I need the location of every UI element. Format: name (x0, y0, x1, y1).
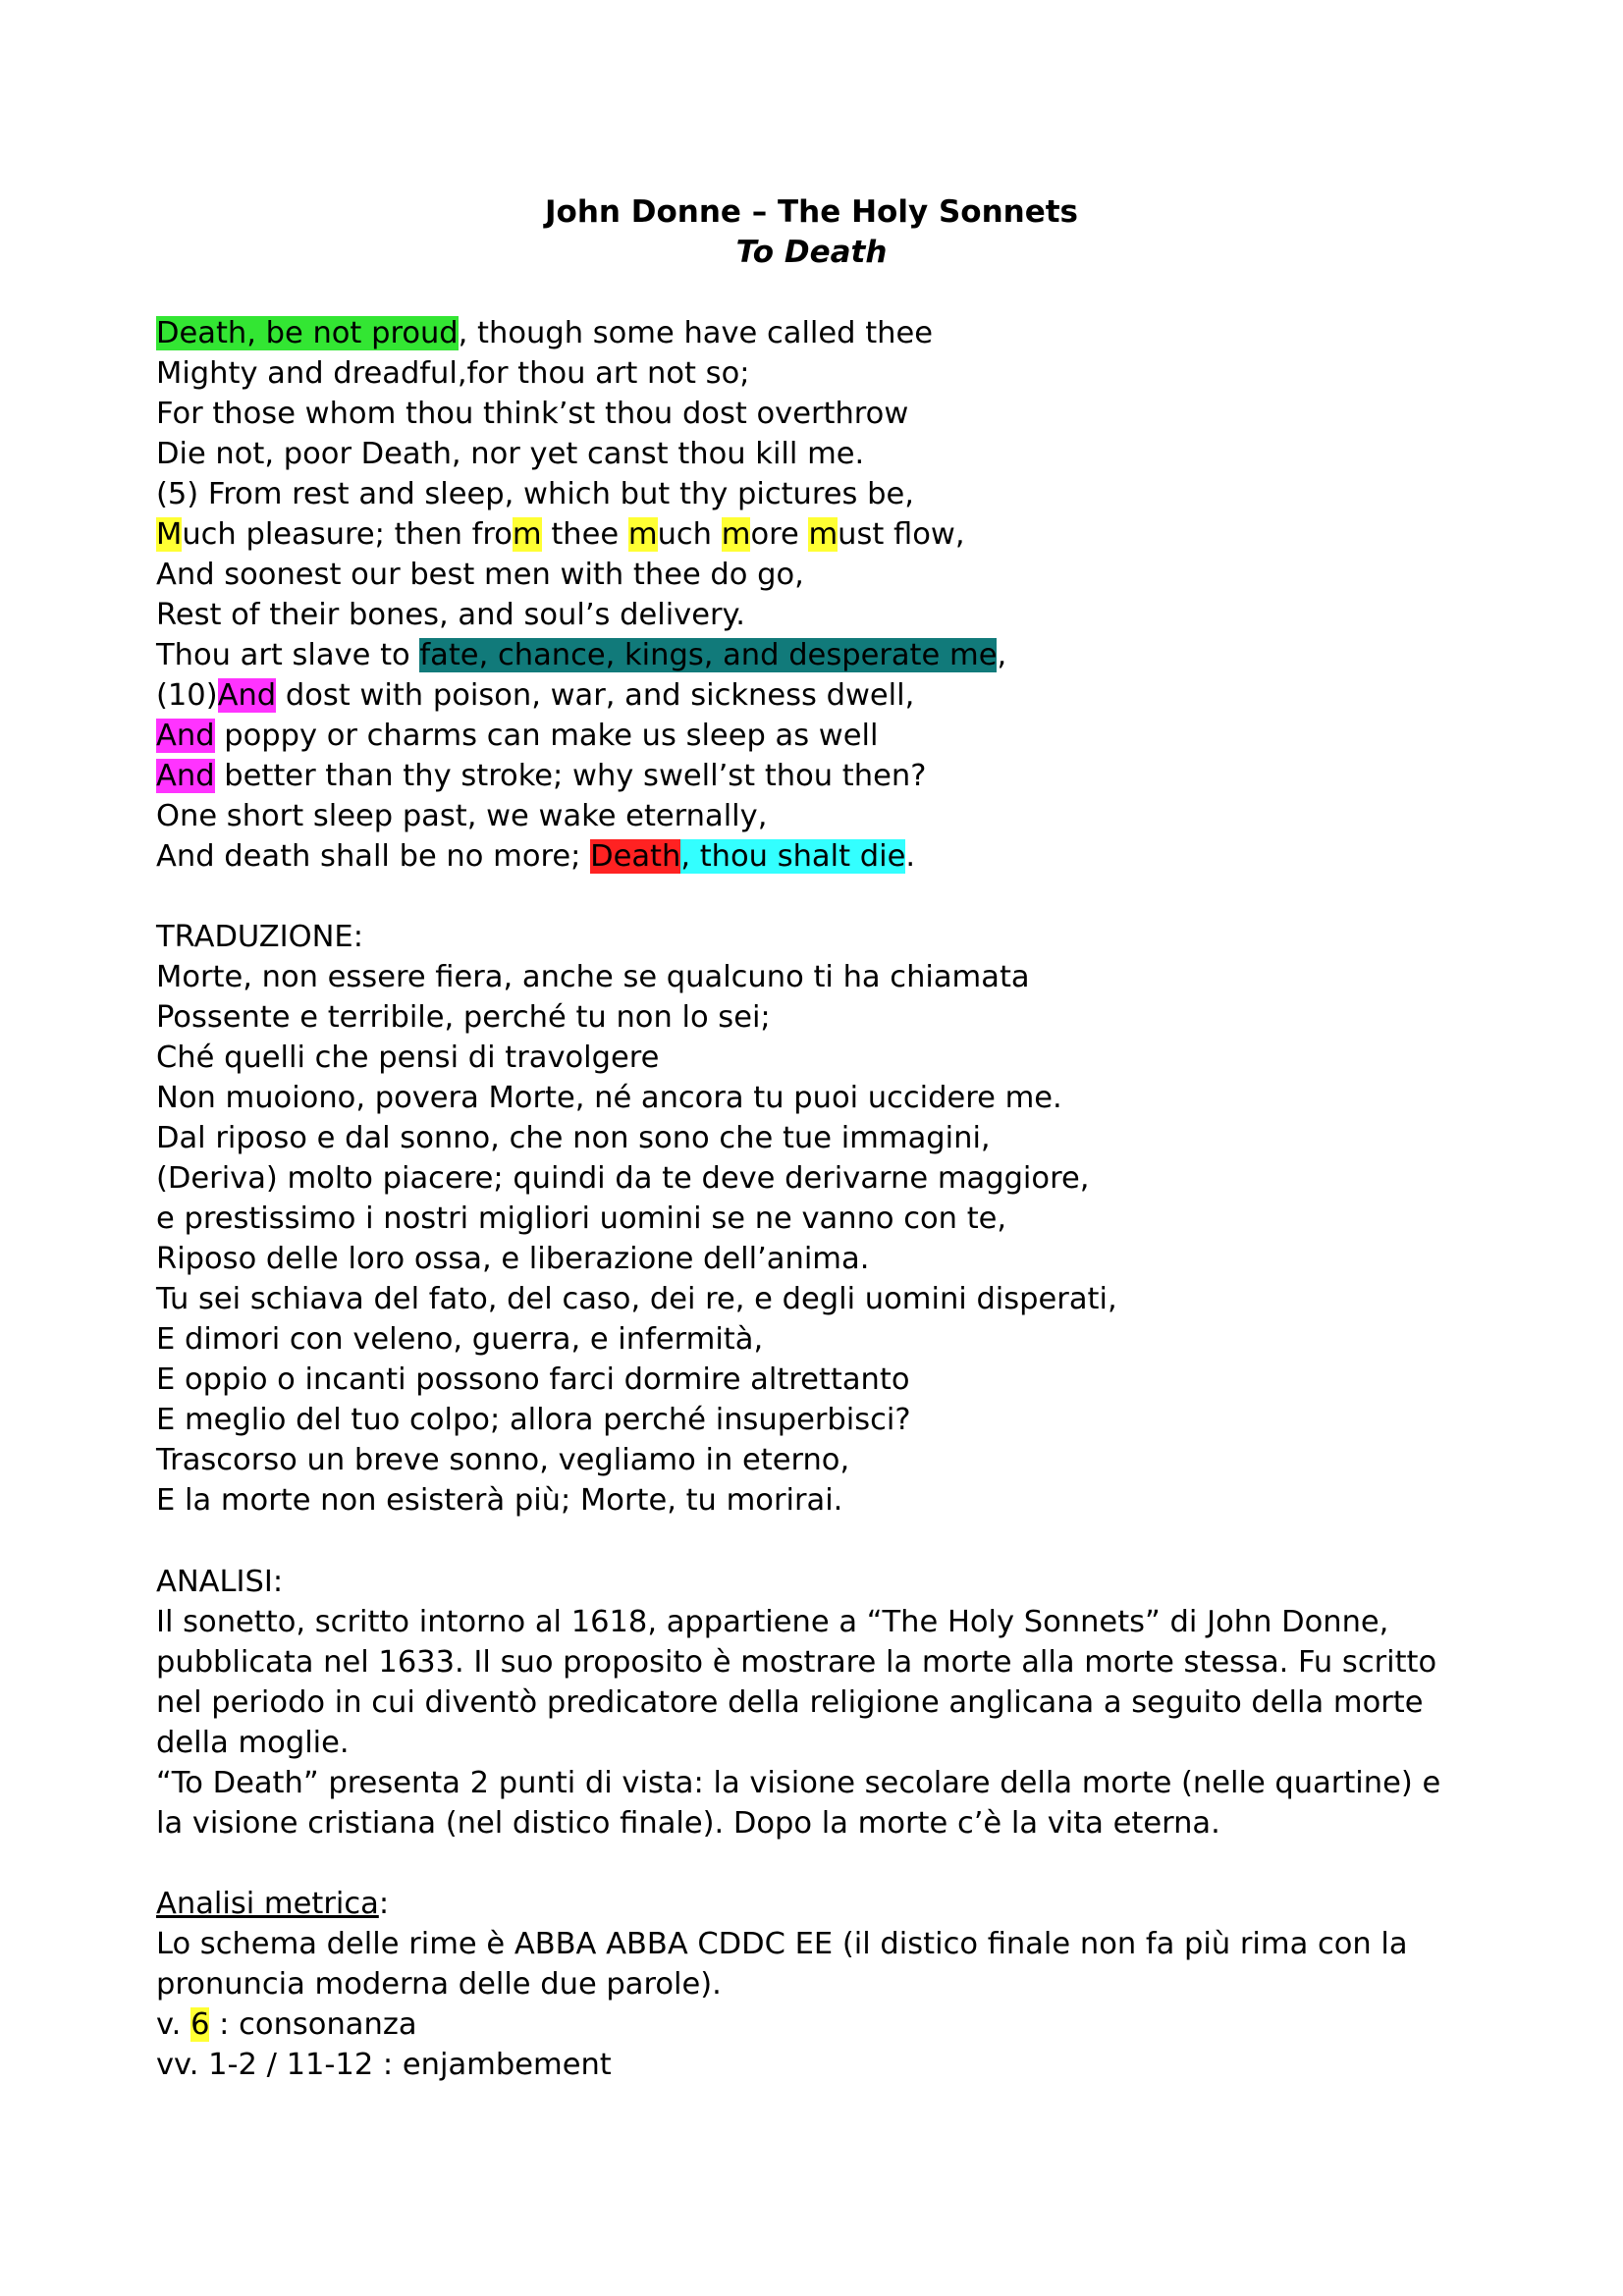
poem-line-1 (156, 313, 1472, 353)
highlight-magenta: And (156, 759, 215, 793)
enjambement-note: vv. 1-2 / 11-12 : enjambement (156, 2048, 612, 2082)
document-subtitle: To Death (735, 235, 888, 270)
translation-line: Dal riposo e dal sonno, che non sono che tue immagini, (156, 1121, 991, 1155)
metric-analysis-section (156, 1884, 1472, 2085)
highlight-yellow: m (512, 517, 542, 552)
verse-6-suffix: : consonanza (209, 2007, 417, 2042)
poem-line-6-text: ore (750, 517, 809, 552)
poem-line-14-text: . (905, 839, 916, 874)
poem-line-11 (156, 716, 1472, 756)
poem-line-6-text: uch (657, 517, 722, 552)
highlight-yellow: M (156, 517, 183, 552)
rhyme-scheme-text: Lo schema delle rime è ABBA ABBA CDDC EE (il distico finale non fa più rima con la pronuncia moderna delle due parole). (156, 1927, 1408, 2002)
translation-line: Tu sei schiava del fato, del caso, dei re, e degli uomini disperati, (156, 1282, 1117, 1316)
highlight-cyan: , thou shalt die (680, 839, 906, 874)
poem-line-6-text: uch pleasure; then fro (182, 517, 513, 552)
analysis-paragraph-1: Il sonetto, scritto intorno al 1618, appartiene a “The Holy Sonnets” di John Donne, pubblicata nel 1633. Il suo proposito è mostrare la morte alla morte stessa. Fu scritto nel periodo in cui diventò predicatore della religione anglicana a seguito della morte della moglie. (156, 1605, 1437, 1760)
highlight-yellow: m (627, 517, 658, 552)
highlight-magenta: And (156, 719, 215, 753)
poem-line-9-text: , (997, 638, 1007, 672)
metric-heading-line (156, 1884, 1472, 1924)
poem-line-1-rest: , though some have called thee (458, 316, 934, 350)
translation-line: E meglio del tuo colpo; allora perché insuperbisci? (156, 1403, 911, 1437)
highlight-yellow: 6 (190, 2007, 210, 2042)
translation-line: E dimori con veleno, guerra, e infermità, (156, 1322, 764, 1357)
highlight-yellow: m (721, 517, 751, 552)
poem-line-12-text: better than thy stroke; why swell’st thou then? (214, 759, 927, 793)
verse-6-note (156, 2004, 1472, 2045)
translation-line: Ché quelli che pensi di travolgere (156, 1041, 660, 1075)
poem-line-13: One short sleep past, we wake eternally, (156, 799, 768, 833)
metric-heading: Analisi metrica (156, 1887, 379, 1921)
metric-heading-colon: : (378, 1887, 390, 1921)
poem-line-10-text: dost with poison, war, and sickness dwell, (276, 678, 915, 713)
poem-line-14-text: And death shall be no more; (156, 839, 591, 874)
translation-line: (Deriva) molto piacere; quindi da te deve derivarne maggiore, (156, 1161, 1090, 1196)
analysis-heading: ANALISI: (156, 1565, 284, 1599)
translation-section (156, 917, 1472, 1521)
poem-text (156, 313, 1472, 877)
poem-line-8: Rest of their bones, and soul’s delivery. (156, 598, 745, 632)
poem-line-4: Die not, poor Death, nor yet canst thou kill me. (156, 437, 865, 471)
document-title: John Donne – The Holy Sonnets (545, 194, 1078, 230)
translation-line: Riposo delle loro ossa, e liberazione dell’anima. (156, 1242, 870, 1276)
highlight-teal: fate, chance, kings, and desperate me (419, 638, 998, 672)
poem-line-10-text: (10) (156, 678, 218, 713)
highlight-red: Death (590, 839, 681, 874)
verse-6-prefix: v. (156, 2007, 191, 2042)
translation-line: Morte, non essere fiera, anche se qualcuno ti ha chiamata (156, 960, 1030, 994)
highlight-yellow: m (808, 517, 839, 552)
translation-line: Possente e terribile, perché tu non lo sei; (156, 1000, 771, 1035)
poem-line-2: Mighty and dreadful,for thou art not so; (156, 356, 750, 391)
analysis-section (156, 1562, 1472, 1843)
translation-line: E oppio o incanti possono farci dormire altrettanto (156, 1362, 910, 1397)
translation-line: Non muoiono, povera Morte, né ancora tu puoi uccidere me. (156, 1081, 1062, 1115)
poem-line-3: For those whom thou think’st thou dost overthrow (156, 397, 909, 431)
poem-line-9-text: Thou art slave to (156, 638, 420, 672)
translation-heading: TRADUZIONE: (156, 920, 363, 954)
poem-line-11-text: poppy or charms can make us sleep as well (214, 719, 879, 753)
poem-line-6-text: ust flow, (838, 517, 965, 552)
poem-line-5: (5) From rest and sleep, which but thy pictures be, (156, 477, 914, 511)
poem-line-14 (156, 836, 1472, 877)
highlight-magenta: And (217, 678, 277, 713)
translation-line: e prestissimo i nostri migliori uomini se ne vanno con te, (156, 1201, 1007, 1236)
analysis-paragraph-2: “To Death” presenta 2 punti di vista: la visione secolare della morte (nelle quartine) e la visione cristiana (nel distico finale). Dopo la morte c’è la vita eterna. (156, 1766, 1441, 1841)
poem-line-10 (156, 675, 1472, 716)
poem-line-6-text: thee (541, 517, 628, 552)
highlight-green: Death, be not proud (156, 316, 459, 350)
poem-line-9 (156, 635, 1472, 675)
poem-line-12 (156, 756, 1472, 796)
poem-line-6 (156, 514, 1472, 555)
translation-line: Trascorso un breve sonno, vegliamo in eterno, (156, 1443, 850, 1477)
poem-line-7: And soonest our best men with thee do go, (156, 558, 804, 592)
translation-line: E la morte non esisterà più; Morte, tu morirai. (156, 1483, 843, 1518)
